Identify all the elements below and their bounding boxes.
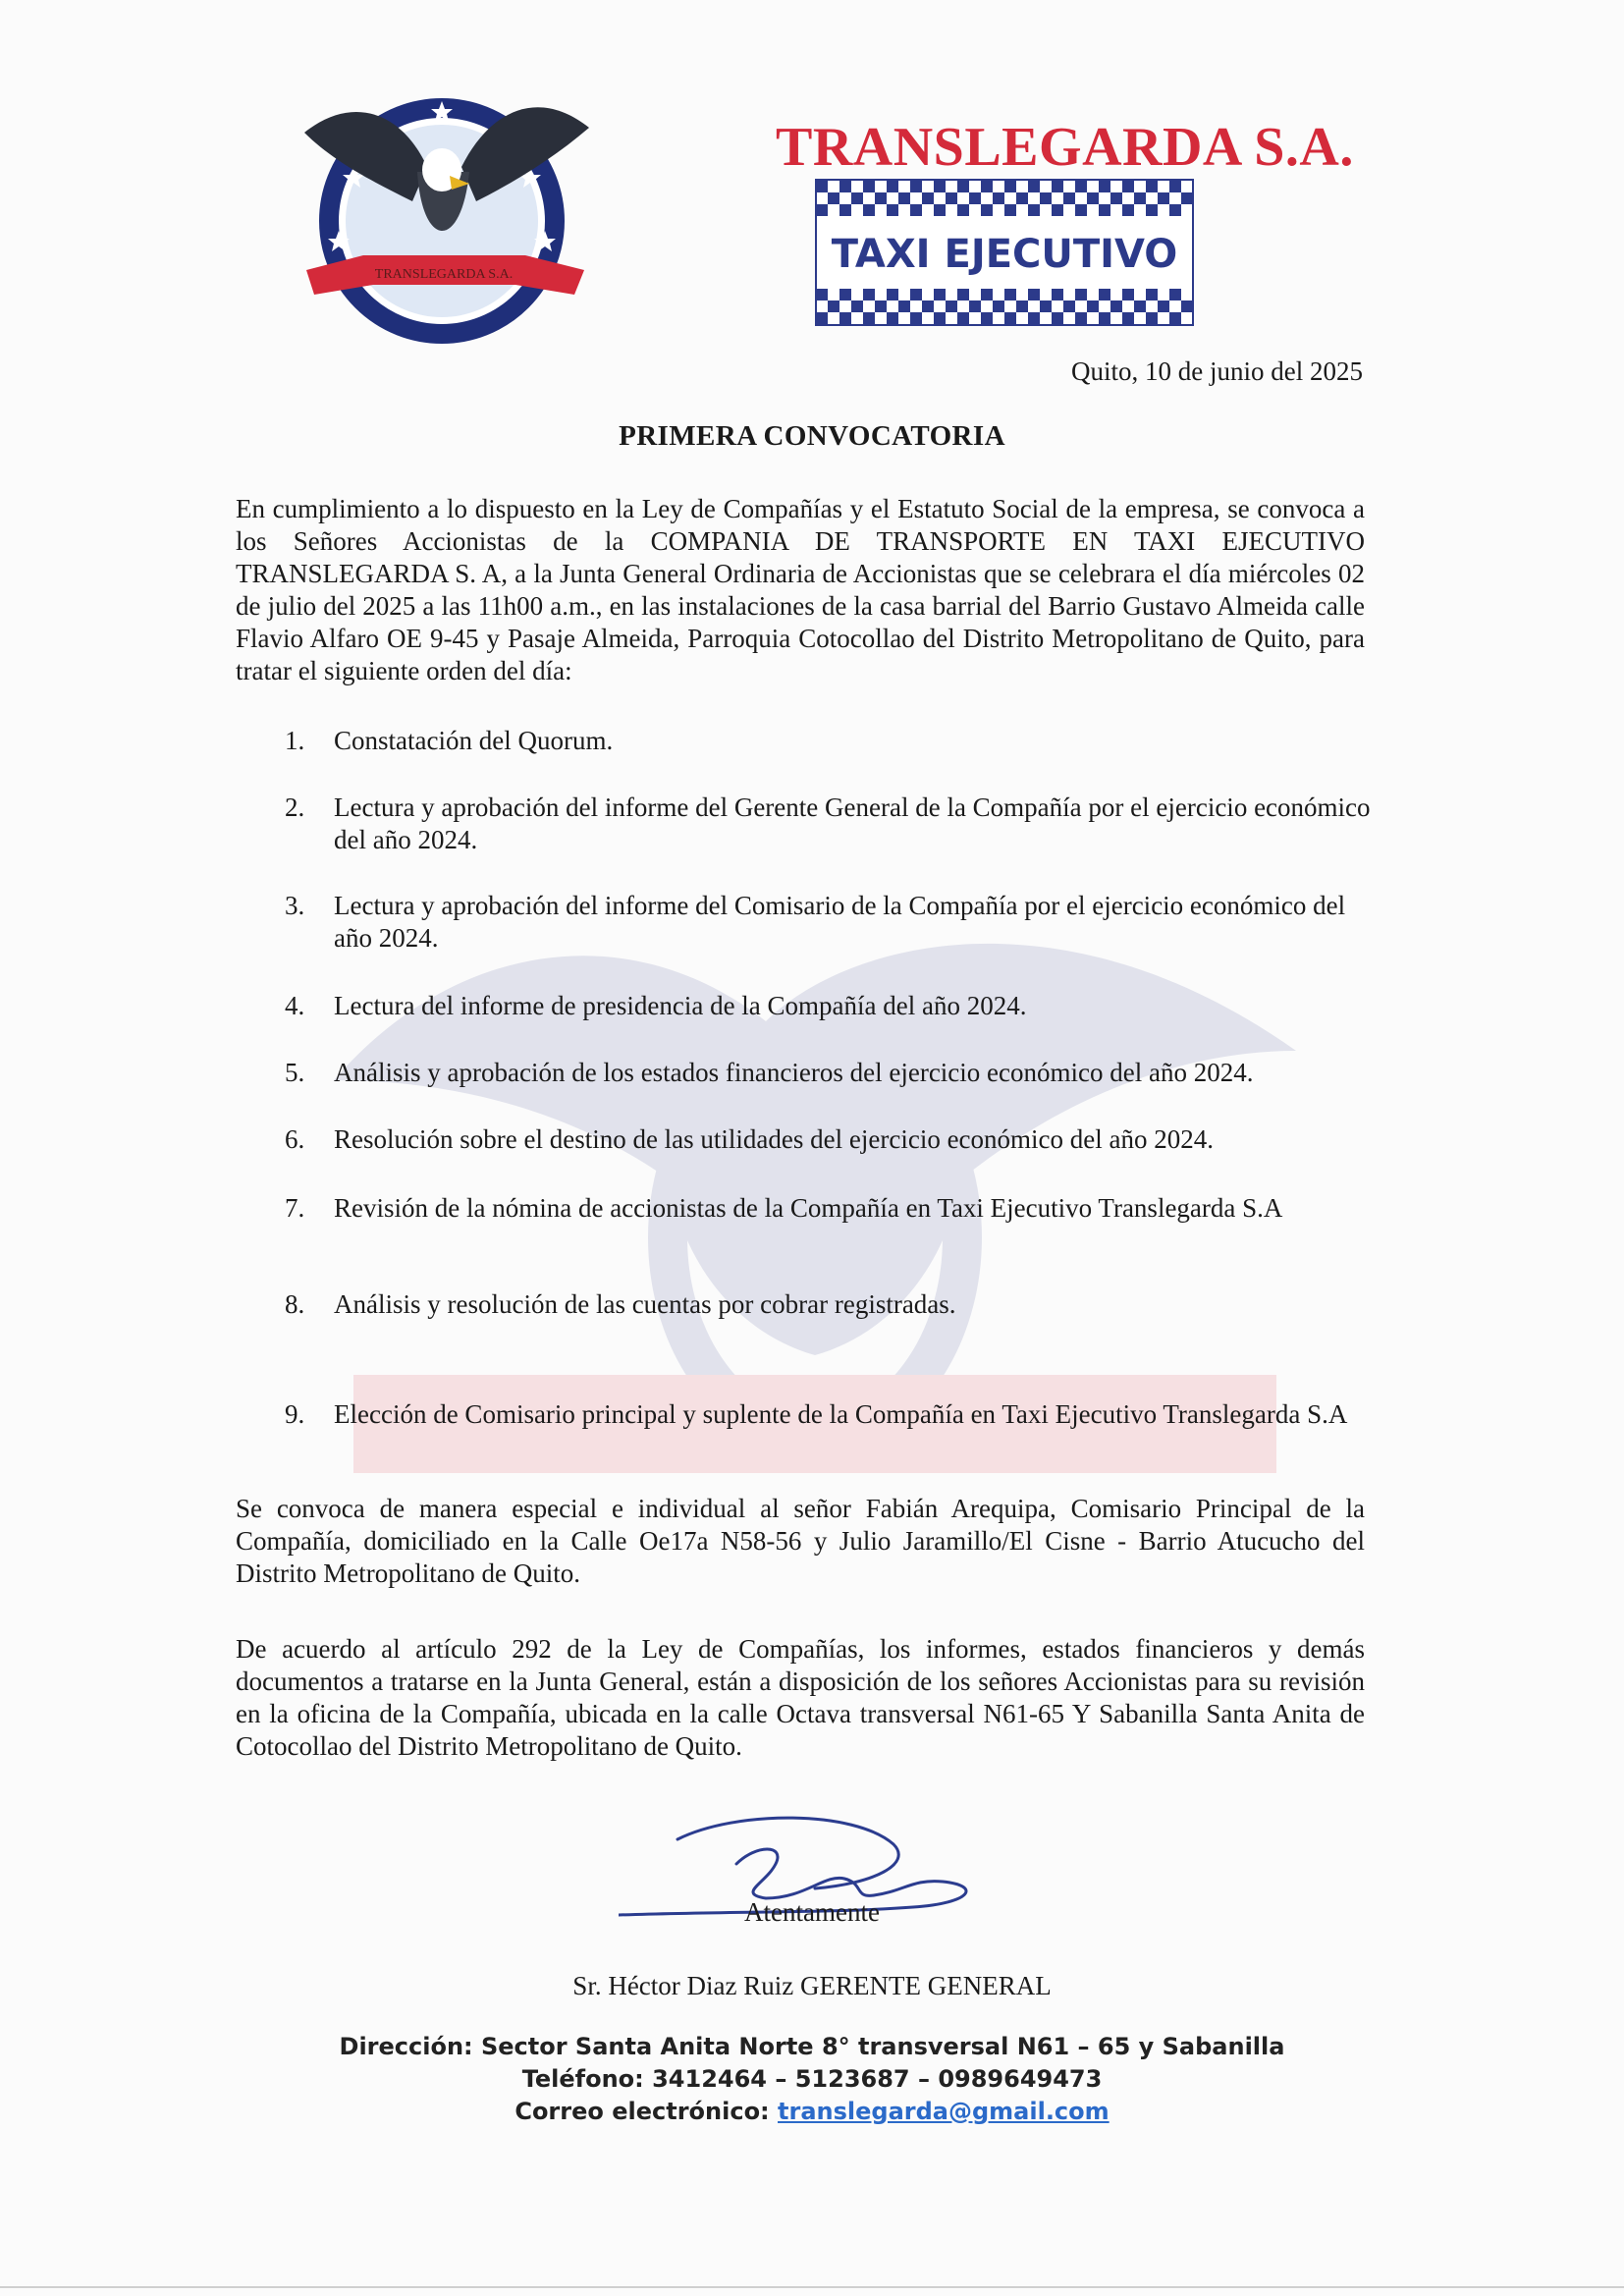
- agenda-item-text: Análisis y resolución de las cuentas por cobrar registradas.: [334, 1289, 956, 1319]
- taxi-ejecutivo-badge: [815, 179, 1194, 326]
- agenda-item-text: Revisión de la nómina de accionistas de la Compañía en Taxi Ejecutivo Translegarda S.A: [334, 1193, 1283, 1223]
- agenda-item-text: Análisis y aprobación de los estados financieros del ejercicio económico del año 2024.: [334, 1058, 1254, 1087]
- signer-name: Sr. Héctor Diaz Ruiz GERENTE GENERAL: [572, 1971, 1052, 2000]
- agenda-item-number: 6.: [285, 1124, 305, 1154]
- agenda-item-text: Lectura y aprobación del informe del Gerente General de la Compañía por el ejercicio económico del año 2024.: [334, 793, 1371, 854]
- intro-paragraph: En cumplimiento a lo dispuesto en la Ley de Compañías y el Estatuto Social de la empresa, se convoca a los Señores Accionistas de la COMPANIA DE TRANSPORTE EN TAXI EJECUTIVO TRANSLEGARDA S. A, a la Junta General Ordinaria de Accionistas que se celebrara el día miércoles 02 de julio del 2025 a las 11h00 a.m., en las instalaciones de la casa barrial del Barrio Gustavo Almeida calle Flavio Alfaro OE 9-45 y Pasaje Almeida, Parroquia Cotocollao del Distrito Metropolitano de Quito, para tratar el siguiente orden del día:: [236, 494, 1365, 685]
- article-notice-paragraph: De acuerdo al artículo 292 de la Ley de Compañías, los informes, estados financieros y demás documentos a tratarse en la Junta General, están a disposición de los señores Accionistas para su revisión en la oficina de la Compañía, ubicada en la calle Octava transversal N61-65 Y Sabanilla Santa Anita de Cotocollao del Distrito Metropolitano de Quito.: [236, 1634, 1365, 1761]
- closing-text: Atentamente: [744, 1897, 880, 1927]
- agenda-item-number: 4.: [285, 991, 305, 1020]
- footer-email-line: [0, 2096, 1624, 2128]
- document-title: PRIMERA CONVOCATORIA: [619, 420, 1005, 452]
- agenda-item-text: Lectura del informe de presidencia de la Compañía del año 2024.: [334, 991, 1027, 1020]
- agenda-item-number: 9.: [285, 1399, 305, 1429]
- agenda-item-text: Lectura y aprobación del informe del Comisario de la Compañía por el ejercicio económico del año 2024.: [334, 891, 1346, 953]
- footer-email-label: Correo electrónico:: [514, 2098, 779, 2125]
- company-name: TRANSLEGARDA S.A.: [776, 117, 1354, 178]
- date-line: Quito, 10 de junio del 2025: [1071, 356, 1363, 386]
- agenda-item: [285, 792, 1375, 856]
- agenda-item-number: 5.: [285, 1058, 305, 1087]
- agenda-item: [285, 990, 1375, 1022]
- agenda-item-text: Constatación del Quorum.: [334, 726, 614, 755]
- agenda-item: [285, 1398, 1375, 1431]
- agenda-item-number: 3.: [285, 891, 305, 920]
- agenda-item: [285, 1288, 1375, 1321]
- agenda-item-text: Resolución sobre el destino de las utilidades del ejercicio económico del año 2024.: [334, 1124, 1214, 1154]
- logo-ribbon-text: TRANSLEGARDA S.A.: [374, 267, 514, 282]
- footer-phone: Teléfono: 3412464 – 5123687 – 0989649473: [521, 2065, 1103, 2093]
- agenda-item-number: 2.: [285, 793, 305, 822]
- agenda-item-text: Elección de Comisario principal y suplente de la Compañía en Taxi Ejecutivo Translegarda S.A: [334, 1399, 1348, 1429]
- footer-email-link[interactable]: translegarda@gmail.com: [778, 2098, 1110, 2125]
- page-bottom-edge: [0, 2286, 1624, 2288]
- agenda-item-number: 1.: [285, 726, 305, 755]
- agenda-item-number: 8.: [285, 1289, 305, 1319]
- taxi-badge-text: TAXI EJECUTIVO: [831, 232, 1178, 277]
- agenda-item-number: 7.: [285, 1193, 305, 1223]
- special-notice-paragraph: Se convoca de manera especial e individual al señor Fabián Arequipa, Comisario Principal de la Compañía, domiciliado en la Calle Oe17a N58-56 y Julio Jaramillo/El Cisne - Barrio Atucucho del Distrito Metropolitano de Quito.: [236, 1494, 1365, 1588]
- agenda-item: [285, 1192, 1375, 1225]
- agenda-item: [285, 1057, 1375, 1089]
- eagle-logo-icon: [295, 74, 599, 344]
- footer: [0, 2031, 1624, 2128]
- agenda-item: [285, 890, 1375, 955]
- agenda-item: [285, 1123, 1375, 1156]
- agenda-item: [285, 725, 1375, 757]
- footer-address: Dirección: Sector Santa Anita Norte 8° transversal N61 – 65 y Sabanilla: [339, 2033, 1285, 2060]
